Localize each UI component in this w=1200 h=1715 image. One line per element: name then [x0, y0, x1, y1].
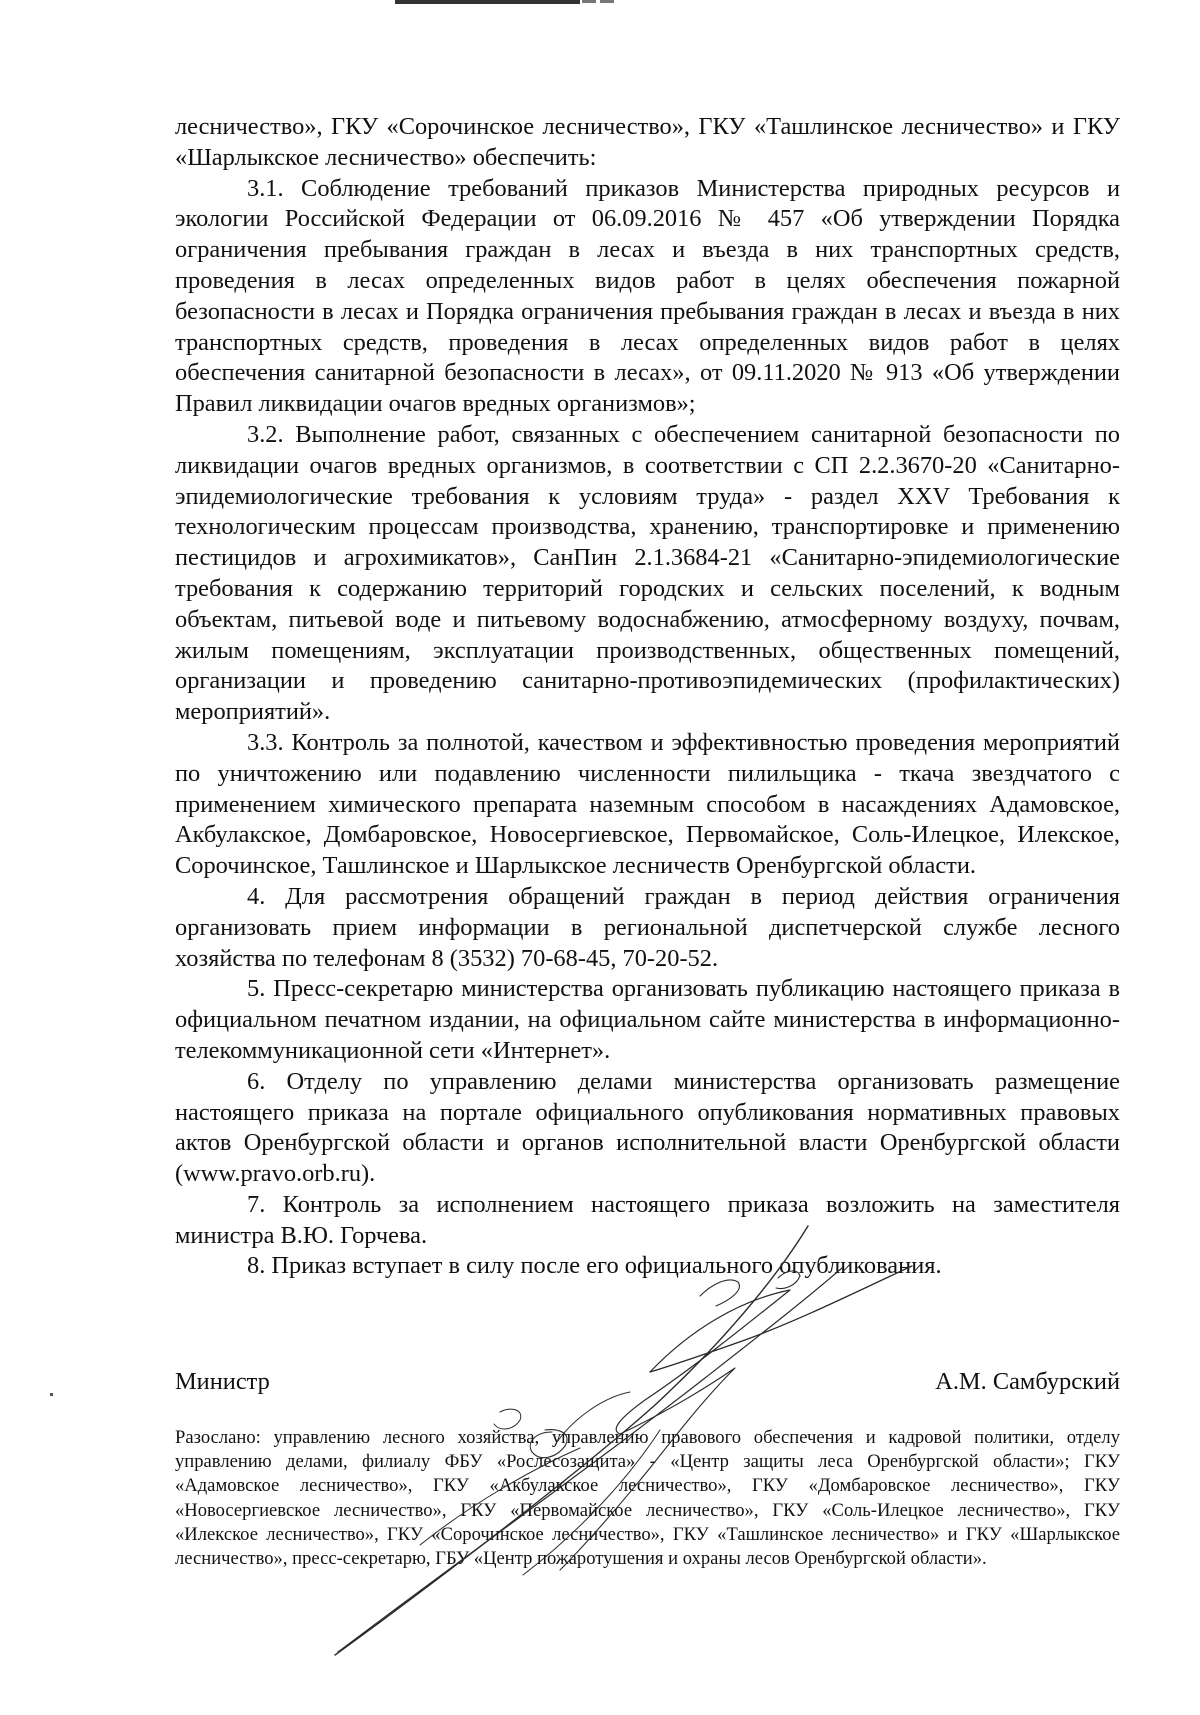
paragraph-5: 5. Пресс-секретарю министерства организовать публикацию настоящего приказа в официальном печатном издании, на официальном сайте министерства в информационно-телекоммуникационной сети «Интернет».: [175, 975, 1120, 1064]
paragraph-4: 4. Для рассмотрения обращений граждан в период действия ограничения организовать прием информации в региональной диспетчерской службе лесного хозяйства по телефонам 8 (3532) 70-68-45, 70-20-52.: [175, 882, 1120, 972]
signer-title: Министр: [175, 1368, 270, 1395]
scan-edge-mark: [600, 0, 614, 3]
paragraph-3-1: 3.1. Соблюдение требований приказов Министерства природных ресурсов и экологии Российской Федерации от 06.09.2016 № 457 «Об утверждении Порядка ограничения пребывания граждан в лесах и въезда в них транспортных средств, проведения в лесах определенных видов работ в целях обеспечения пожарной безопасности в лесах и Порядка ограничения пребывания граждан в лесах и въезда в них транспортных средств, проведения в лесах определенных видов работ в целях обеспечения санитарной безопасности в лесах», от 09.11.2020 № 913 «Об утверждении Правил ликвидации очагов вредных организмов»;: [175, 174, 1120, 418]
paragraph-3-3: 3.3. Контроль за полнотой, качеством и эффективностью проведения мероприятий по уничтожению или подавлению численности пилильщика - ткача звездчатого с применением химического препарата наземным способом в насаждениях Адамовское, Акбулакское, Домбаровское, Новосергиевское, Первомайское, Соль-Илецкое, Илекское, Сорочинское, Ташлинское и Шарлыкское лесничеств Оренбургской области.: [175, 728, 1120, 880]
paragraph-8: 8. Приказ вступает в силу после его официального опубликования.: [247, 1252, 942, 1280]
paragraph-6: 6. Отделу по управлению делами министерства организовать размещение настоящего приказа на портале официального опубликования нормативных правовых актов Оренбургской области и органов исполнительной власти Оренбургской области (www.pravo.orb.ru).: [175, 1067, 1120, 1188]
scan-speck: [50, 1393, 53, 1396]
distribution-list: Разослано: управлению лесного хозяйства, управлению правового обеспечения и кадровой политики, отделу управлению делами, филиалу ФБУ «Рослесозащита» - «Центр защиты леса Оренбургской области»; ГКУ «Адамовское лесничество», ГКУ «Акбулакское лесничество», ГКУ «Домбаровское лесничество», ГКУ «Новосергиевское лесничество», ГКУ «Первомайское лесничество», ГКУ «Соль-Илецкое лесничество», ГКУ «Илекское лесничество», ГКУ «Сорочинское лесничество», ГКУ «Ташлинское лесничество» и ГКУ «Шарлыкское лесничество», пресс-секретарю, ГБУ «Центр пожаротушения и охраны лесов Оренбургской области».: [175, 1427, 1120, 1570]
paragraph-intro-continuation: лесничество», ГКУ «Сорочинское лесничество», ГКУ «Ташлинское лесничество» и ГКУ «Шарлыкское лесничество» обеспечить:: [175, 113, 1120, 171]
signer-name: А.М. Самбурский: [935, 1368, 1120, 1395]
scan-edge-mark: [395, 0, 580, 4]
paragraph-7: 7. Контроль за исполнением настоящего приказа возложить на заместителя министра В.Ю. Горчева.: [175, 1190, 1120, 1249]
paragraph-3-2: 3.2. Выполнение работ, связанных с обеспечением санитарной безопасности по ликвидации очагов вредных организмов, в соответствии с СП 2.2.3670-20 «Санитарно-эпидемиологические требования к условиям труда» - раздел XXV Требования к технологическим процессам производства, хранению, транспортировке и применению пестицидов и агрохимикатов», СанПин 2.1.3684-21 «Санитарно-эпидемиологические требования к содержанию территорий городских и сельских поселений, к водным объектам, питьевой воде и питьевому водоснабжению, атмосферному воздуху, почвам, жилым помещениям, эксплуатации производственных, общественных помещений, организации и проведению санитарно-противоэпидемических (профилактических) мероприятий».: [175, 420, 1120, 726]
scan-edge-mark: [582, 0, 596, 3]
order-body: [175, 112, 1120, 1282]
